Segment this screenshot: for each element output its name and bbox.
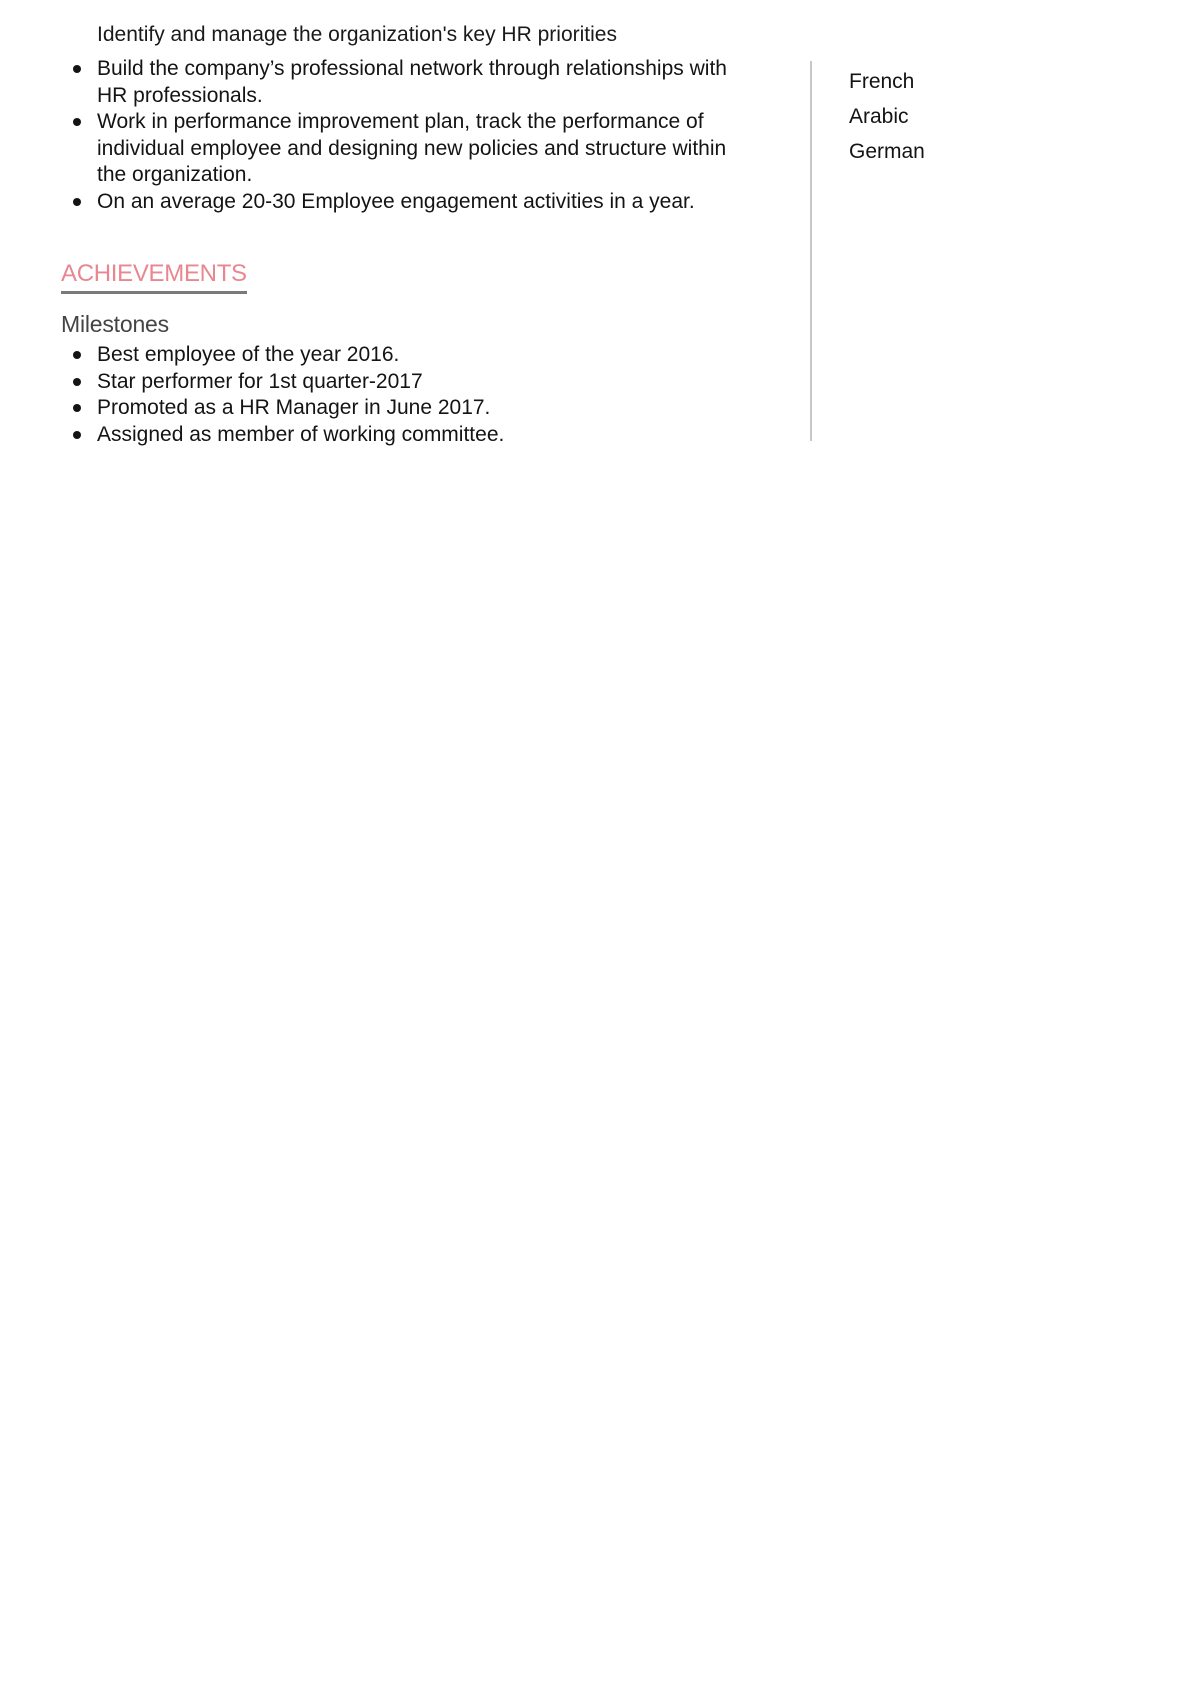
experience-bullets	[61, 56, 761, 215]
column-divider	[810, 61, 812, 441]
milestones-subheading: Milestones	[61, 311, 169, 337]
language-list	[849, 64, 1149, 169]
experience-bullet: On an average 20-30 Employee engagement activities in a year.	[61, 189, 761, 216]
side-column	[849, 64, 1149, 169]
achievements-heading: ACHIEVEMENTS	[61, 259, 247, 294]
experience-bullet: Build the company’s professional network through relationships with HR professionals.	[61, 56, 761, 109]
language-item: German	[849, 140, 925, 163]
achievement-bullet: Best employee of the year 2016.	[61, 342, 761, 369]
achievements-section	[61, 215, 761, 448]
main-column	[61, 56, 761, 448]
language-item: French	[849, 70, 915, 93]
language-item: Arabic	[849, 105, 909, 128]
clipped-text-line	[97, 23, 617, 46]
clipped-text: Identify and manage the organization's key HR priorities	[97, 23, 617, 46]
achievement-bullet: Star performer for 1st quarter-2017	[61, 369, 761, 396]
experience-bullet: Work in performance improvement plan, track the performance of individual employee and designing new policies and structure within the organization.	[61, 109, 761, 189]
achievement-bullet: Promoted as a HR Manager in June 2017.	[61, 395, 761, 422]
achievement-bullets	[61, 342, 761, 448]
achievement-bullet: Assigned as member of working committee.	[61, 422, 761, 449]
